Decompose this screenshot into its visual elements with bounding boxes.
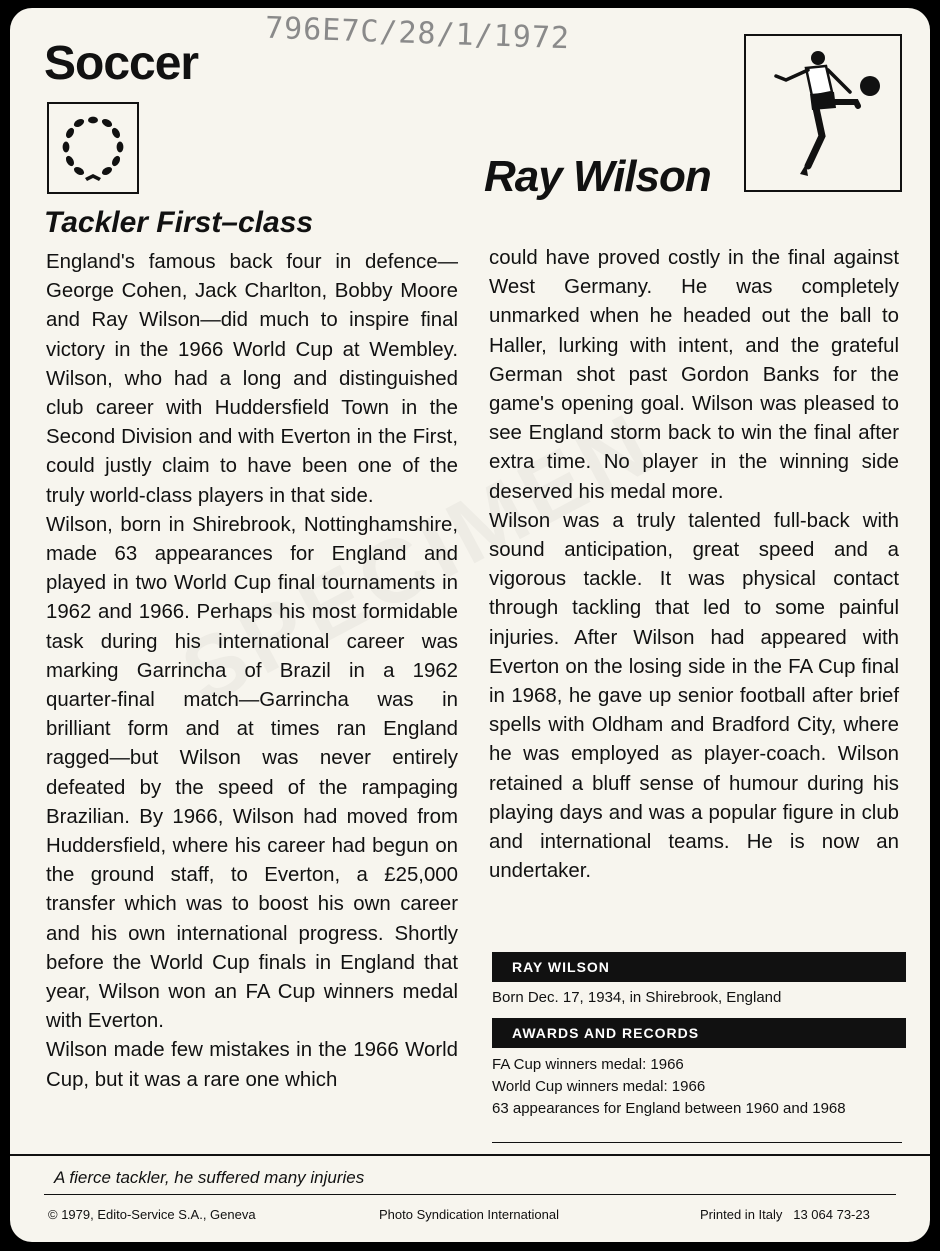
print-info: Printed in Italy 13 064 73-23	[700, 1207, 870, 1222]
awards-header-bar: AWARDS AND RECORDS	[492, 1018, 906, 1048]
sports-card	[10, 8, 930, 1242]
body-text-left-column	[46, 248, 458, 1095]
sport-title: Soccer	[44, 37, 199, 90]
photo-caption: A fierce tackler, he suffered many injuries	[54, 1168, 365, 1187]
awards-divider	[492, 1142, 902, 1143]
body-paragraph: Wilson made few mistakes in the 1966 World Cup, but it was a rare one which	[46, 1039, 458, 1091]
laurel-wreath-icon	[47, 102, 139, 194]
soccer-player-icon	[744, 34, 902, 192]
footer-divider	[44, 1194, 896, 1195]
awards-list	[492, 1054, 902, 1120]
award-item: World Cup winners medal: 1966	[492, 1078, 706, 1095]
handwritten-note: 796E7C/28/1/1972	[264, 10, 571, 57]
photo-credit: Photo Syndication International	[379, 1207, 559, 1222]
profile-header-bar: RAY WILSON	[492, 952, 906, 982]
caption-divider	[10, 1154, 930, 1156]
body-paragraph: could have proved costly in the final against West Germany. He was completely unmarked when he headed out the ball to Haller, lurking with intent, and the grateful German shot past Gordon Banks for the game's opening goal. Wilson was pleased to see England storm back to win the final after extra time. No player in the winning side deserved his medal more.	[489, 247, 899, 503]
body-paragraph: England's famous back four in defence—George Cohen, Jack Charlton, Bobby Moore and Ray Wilson—did much to inspire final victory in the 1966 World Cup at Wembley. Wilson, who had a long and distinguished club career with Huddersfield Town in the Second Division and with Everton in the First, could justly claim to have been one of the truly world-class players in that side.	[46, 251, 458, 507]
award-item: FA Cup winners medal: 1966	[492, 1056, 684, 1073]
birth-info: Born Dec. 17, 1934, in Shirebrook, England	[492, 989, 782, 1006]
body-paragraph: Wilson was a truly talented full-back with sound anticipation, great speed and a vigorous tackle. It was physical contact through tackling that led to some painful injuries. After Wilson had appeared with Everton on the losing side in the FA Cup final in 1968, he gave up senior football after brief spells with Oldham and Bradford City, where he was employed as player-coach. Wilson retained a bluff sense of humour during his playing days and was a popular figure in club and international teams. He is now an undertaker.	[489, 509, 899, 883]
body-text-right-column	[489, 244, 899, 886]
card-subtitle: Tackler First–class	[44, 206, 314, 239]
copyright-text: © 1979, Edito-Service S.A., Geneva	[48, 1207, 256, 1222]
award-item: 63 appearances for England between 1960 and 1968	[492, 1100, 846, 1117]
player-name: Ray Wilson	[484, 152, 711, 201]
body-paragraph: Wilson, born in Shirebrook, Nottinghamshire, made 63 appearances for England and played in two World Cup final tournaments in 1962 and 1966. Perhaps his most formidable task during his international career was marking Garrincha of Brazil in a 1962 quarter-final match—Garrincha was in brilliant form and at times ran England ragged—but Wilson was never entirely defeated by the speed of the rampaging Brazilian. By 1966, Wilson had moved from Huddersfield, where his career had begun on the ground staff, to Everton, a £25,000 transfer which was to boost his own career and his own international progress. Shortly before the World Cup finals in England that year, Wilson won an FA Cup winners medal with Everton.	[46, 513, 458, 1033]
